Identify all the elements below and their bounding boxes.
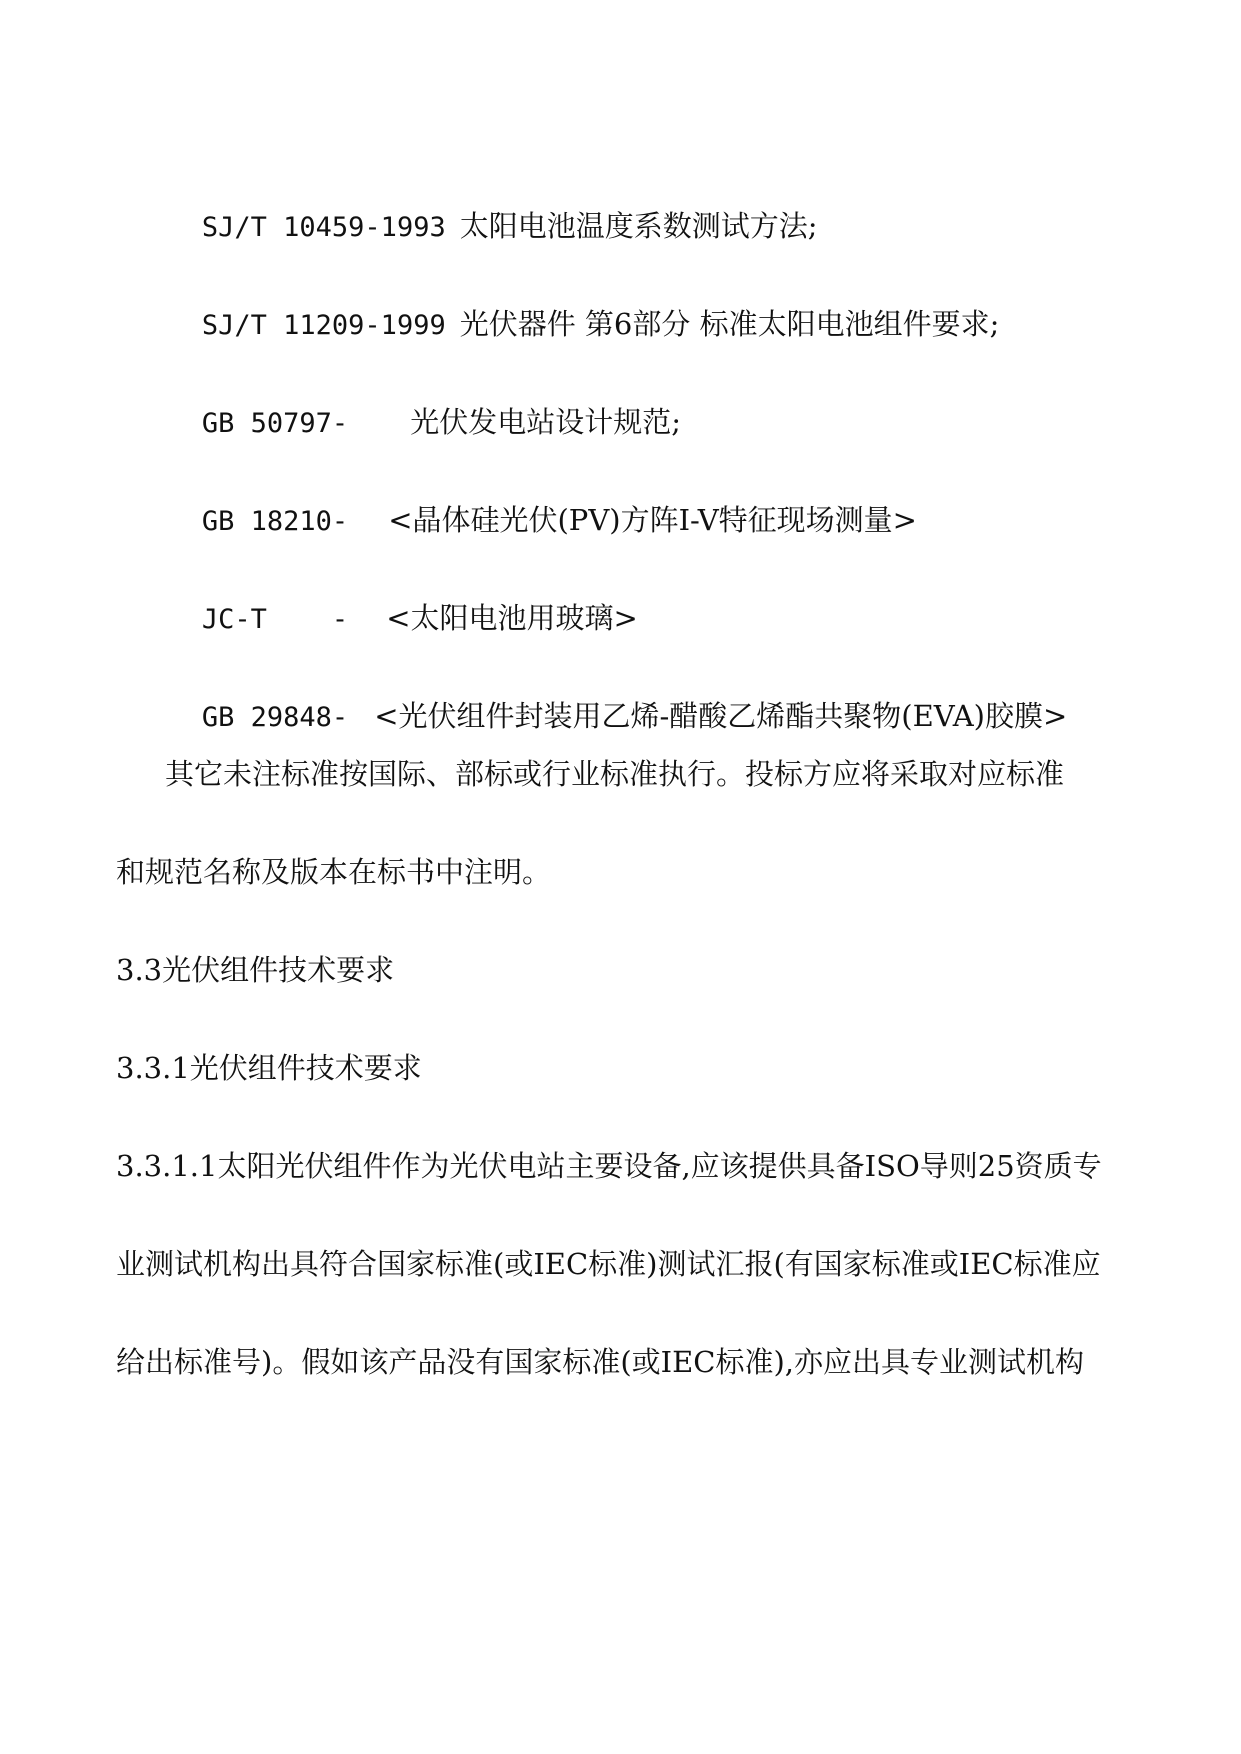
standard-item [165,166,818,243]
standard-title: <光伏组件封装用乙烯-醋酸乙烯酯共聚物(EVA)胶膜> [374,699,1068,733]
standard-code: GB 29848- [201,702,349,733]
standard-title: 太阳电池温度系数测试方法; [459,209,818,243]
standard-item [165,558,638,635]
standard-item [165,460,917,537]
standard-item [165,656,1068,733]
standard-code: SJ/T 11209-1999 [201,310,446,341]
standard-code: SJ/T 10459-1993 [201,212,446,243]
clause-line: 3.3.1.1太阳光伏组件作为光伏电站主要设备,应该提供具备ISO导则25资质专 [116,1149,1102,1183]
standard-title: 光伏发电站设计规范; [410,405,681,439]
standard-title: 光伏器件 第6部分 标准太阳电池组件要求; [459,307,1000,341]
paragraph-line: 其它未注标准按国际、部标或行业标准执行。投标方应将采取对应标准 [165,757,1065,791]
standard-code: GB 50797- [201,408,349,439]
standard-code: JC-T - [201,604,349,635]
standard-code: GB 18210- [201,506,349,537]
standard-title: <太阳电池用玻璃> [386,601,638,635]
subsection-heading: 3.3.1光伏组件技术要求 [116,1051,422,1085]
standard-item [165,264,1000,341]
section-heading: 3.3光伏组件技术要求 [116,953,395,987]
standard-title: <晶体硅光伏(PV)方阵I-V特征现场测量> [388,503,917,537]
clause-line: 业测试机构出具符合国家标准(或IEC标准)测试汇报(有国家标准或IEC标准应 [116,1247,1101,1281]
standard-item [165,362,681,439]
paragraph-line: 和规范名称及版本在标书中注明。 [116,855,552,889]
clause-line: 给出标准号)。假如该产品没有国家标准(或IEC标准),亦应出具专业测试机构 [116,1345,1084,1379]
